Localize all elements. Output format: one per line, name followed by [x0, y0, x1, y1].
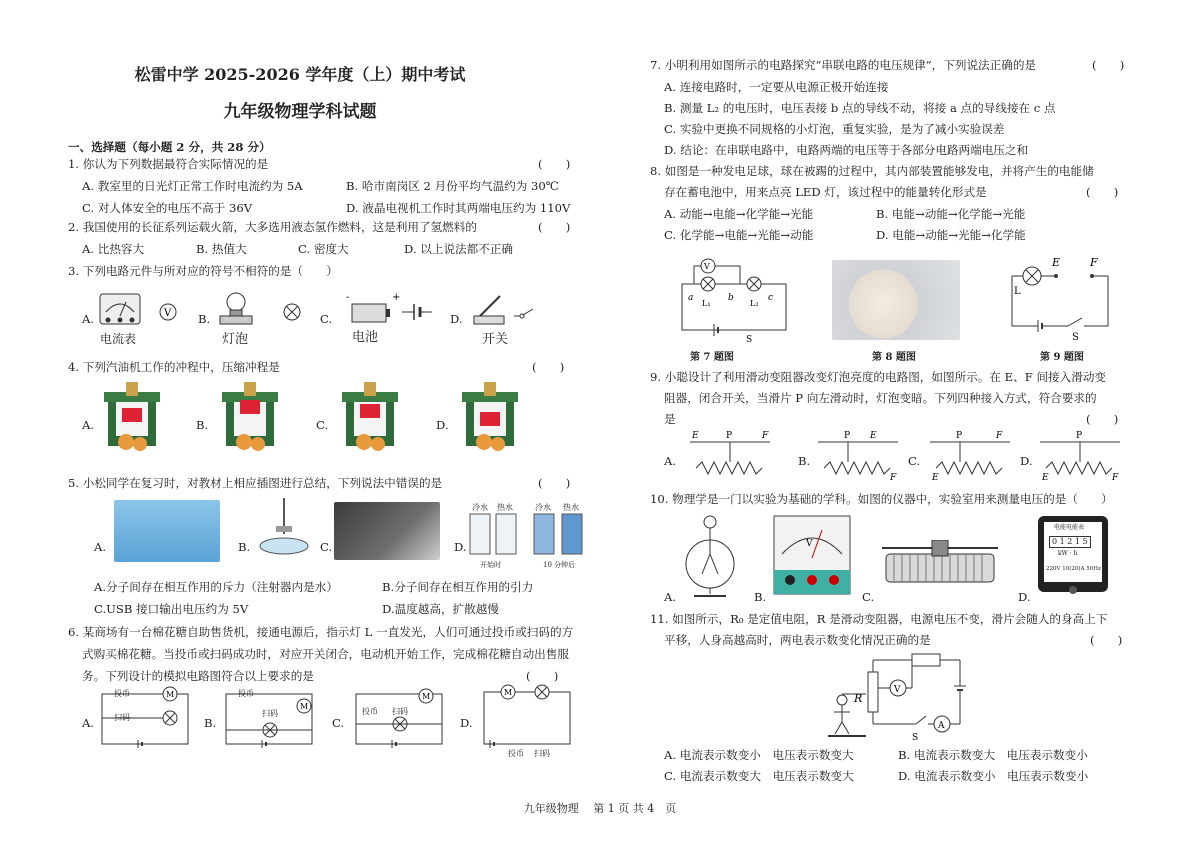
meter-spec: 220V 10(20)A 50Hz [1046, 566, 1101, 572]
svg-text:F: F [1112, 473, 1119, 483]
q10-option-d[interactable]: D. [1018, 590, 1031, 604]
q7-answer-paren: ( ) [1092, 58, 1125, 72]
svg-text:b: b [728, 293, 734, 303]
page-footer: 九年级物理 第 1 页 共 4 页 [523, 802, 677, 815]
q7-stem: 7. 小明利用如图所示的电路探究“串联电路的电压规律”，下列说法正确的是 [650, 58, 1037, 72]
q1-option-b[interactable]: B. 哈市南岗区 2 月份平均气温约为 30℃ [346, 179, 559, 193]
q10-option-a[interactable]: A. [664, 590, 677, 604]
fig7-series-circuit [676, 254, 796, 344]
q1-option-c[interactable]: C. 对人体安全的电压不高于 36V [82, 201, 253, 215]
q11-stem-line1: 11. 如图所示，R₀ 是定值电阻，R 是滑动变阻器，电源电压不变，滑片会随人的身高上下 [650, 612, 1108, 626]
svg-text:L₁: L₁ [702, 299, 711, 308]
q5-answer-paren: ( ) [538, 476, 571, 490]
q11-option-d[interactable]: D. 电流表示数变小 电压表示数变小 [898, 769, 1089, 783]
q11-option-b[interactable]: B. 电流表示数变大 电压表示数变小 [898, 748, 1088, 762]
q10-option-b[interactable]: B. [754, 590, 767, 604]
svg-text:V: V [806, 539, 813, 549]
section-heading: 一、选择题（每小题 2 分，共 28 分） [68, 140, 271, 154]
exam-subtitle: 九年级物理学科试题 [223, 102, 377, 122]
svg-text:+: + [392, 292, 401, 303]
q9-option-b[interactable]: B. [798, 454, 811, 468]
fig9-lamp-circuit [1008, 254, 1118, 340]
hot-water-label-2: 热水 [563, 503, 579, 512]
hot-water-label-1: 热水 [497, 503, 513, 512]
q3-component-figures [96, 290, 536, 334]
ammeter-label: 电流表 [100, 332, 137, 346]
q1-option-d[interactable]: D. 液晶电视机工作时其两端电压约为 110V [346, 201, 571, 215]
q6-stem-line2: 式购买棉花糖。当投币或扫码成功时，对应开关闭合，电动机开始工作，完成棉花糖自动出售服 [82, 647, 569, 661]
q7-option-d[interactable]: D. 结论：在串联电路中，电路两端的电压等于各部分电路两端电压之和 [664, 143, 1029, 157]
q6a-coin-label: 投币 [114, 689, 130, 698]
svg-text:E: E [1042, 473, 1049, 483]
q2-answer-paren: ( ) [538, 220, 571, 234]
q2-option-b[interactable]: B. 热值大 [196, 242, 247, 256]
q11-option-a[interactable]: A. 电流表示数变小 电压表示数变大 [664, 748, 854, 762]
q10-stem: 10. 物理学是一门以实验为基础的学科。如图的仪器中，实验室用来测量电压的是（ ） [650, 492, 1113, 506]
engine-a-icon [104, 382, 160, 451]
q9-option-a[interactable]: A. [664, 454, 677, 468]
svg-text:A: A [938, 721, 945, 731]
svg-text:L: L [1014, 286, 1021, 297]
svg-text:F: F [996, 431, 1003, 441]
q9-stem-line1: 9. 小聪设计了利用滑动变阻器改变灯泡亮度的电路图，如图所示。在 E、F 间接入滑动变 [650, 370, 1107, 384]
q8-option-a[interactable]: A. 动能→电能→化学能→光能 [664, 207, 814, 221]
q6d-coin-label: 投币 [508, 749, 524, 758]
usb-laptop-photo [334, 502, 440, 560]
q9-answer-paren: ( ) [1086, 412, 1119, 426]
svg-text:R₀ [920, 652, 931, 653]
q2-option-d[interactable]: D. 以上说法都不正确 [404, 242, 514, 256]
cold-water-label-1: 冷水 [472, 503, 488, 512]
svg-text:M: M [422, 692, 431, 701]
q7-option-c[interactable]: C. 实验中更换不同规格的小灯泡，重复实验，是为了减小实验误差 [664, 122, 1005, 136]
knife-switch-icon [474, 296, 504, 324]
svg-text:P: P [844, 431, 851, 441]
q5-fig-a: A. [94, 540, 107, 554]
bulb-label: 灯泡 [222, 332, 249, 347]
svg-text:P: P [726, 431, 733, 441]
rheostat-d-icon [1040, 431, 1120, 483]
q4-option-a[interactable]: A. [82, 418, 95, 432]
q6-option-b[interactable]: B. [204, 716, 217, 730]
start-time-label: 开始时 [480, 561, 501, 569]
q6-circuit-d [478, 684, 578, 756]
svg-text:F: F [762, 431, 769, 441]
q5-option-d[interactable]: D.温度越高，扩散越慢 [382, 602, 499, 616]
q8-stem-line1: 8. 如图是一种发电足球，球在被踢的过程中，其内部装置能够发电，并将产生的电能储 [650, 164, 1094, 178]
bulb-icon [220, 293, 252, 324]
svg-text:M: M [504, 688, 513, 697]
q6d-scan-label: 扫码 [534, 749, 550, 758]
svg-text:c: c [768, 293, 774, 303]
q6-circuit-a [96, 684, 196, 756]
q6c-coin-label: 投币 [362, 707, 378, 716]
engine-c-icon [342, 382, 398, 451]
fig8-football-photo [832, 260, 960, 340]
lamp-symbol-icon [284, 304, 300, 320]
svg-text:P: P [956, 431, 963, 441]
q4-option-c[interactable]: C. [316, 418, 329, 432]
engine-d-icon [462, 382, 518, 451]
q9-stem-line2: 阻器，闭合开关，当滑片 P 向左滑动时，灯泡变暗。下列四种接入方式，符合要求的 [664, 391, 1097, 405]
q6-option-d[interactable]: D. [460, 716, 473, 730]
q8-answer-paren: ( ) [1086, 185, 1119, 199]
svg-text:V: V [164, 308, 172, 319]
sliding-rheostat-icon [878, 540, 1002, 596]
ammeter-icon [100, 294, 140, 324]
q9-stem-line3: 是 [664, 412, 676, 426]
q6-option-a[interactable]: A. [82, 716, 95, 730]
svg-text:V: V [894, 685, 901, 695]
q3-option-d[interactable]: D. [450, 312, 463, 326]
q6a-scan-label: 扫码 [114, 713, 130, 722]
q6b-coin-label: 投币 [238, 689, 254, 698]
svg-text:E: E [870, 431, 877, 441]
q7-option-a[interactable]: A. 连接电路时，一定要从电源正极开始连接 [664, 80, 889, 94]
q9-rheostat-figures [680, 428, 1140, 484]
diffusion-beakers-figure [466, 512, 590, 560]
fig9-caption: 第 9 题图 [1040, 352, 1084, 363]
svg-text:V: V [704, 262, 710, 271]
ten-min-label: 10 分钟后 [543, 561, 576, 569]
q3-option-c[interactable]: C. [320, 312, 333, 326]
q5-fig-d: D. [454, 540, 467, 554]
q3-option-a[interactable]: A. [82, 312, 95, 326]
cell-symbol-icon [402, 304, 432, 320]
q8-option-d[interactable]: D. 电能→动能→光能→化学能 [876, 228, 1026, 242]
q6b-scan-label: 扫码 [262, 709, 278, 718]
q5-fig-c: C. [320, 540, 333, 554]
battery-label: 电池 [352, 330, 379, 345]
q9-option-c[interactable]: C. [908, 454, 921, 468]
svg-text:-: - [346, 292, 350, 303]
q4-option-d[interactable]: D. [436, 418, 449, 432]
q9-option-d[interactable]: D. [1020, 454, 1033, 468]
q3-stem: 3. 下列电路元件与所对应的符号不相符的是（ ） [68, 264, 338, 278]
svg-text:S: S [746, 335, 753, 344]
q1-option-a[interactable]: A. 教室里的日光灯正常工作时电流约为 5A [82, 179, 303, 193]
svg-text:M: M [300, 702, 309, 711]
q4-option-b[interactable]: B. [196, 418, 209, 432]
svg-text:E: E [932, 473, 939, 483]
battery-icon [346, 292, 400, 322]
q2-stem: 2. 我国使用的长征系列运载火箭，大多选用液态氢作燃料，这是利用了氢燃料的 [68, 220, 477, 234]
engine-b-icon [222, 382, 278, 451]
plate-water-figure [256, 496, 312, 562]
svg-text:L₂: L₂ [750, 299, 759, 308]
q5-option-c[interactable]: C.USB 接口输出电压约为 5V [94, 602, 249, 616]
fig7-caption: 第 7 题图 [690, 352, 734, 363]
switch-label: 开关 [482, 332, 509, 347]
exam-title: 松雷中学 2025-2026 学年度（上）期中考试 [134, 65, 466, 84]
svg-text:E: E [1052, 256, 1061, 269]
q11-height-circuit [826, 652, 976, 744]
svg-text:F: F [890, 473, 897, 483]
q6-answer-paren: ( ) [526, 669, 559, 683]
q8-option-b[interactable]: B. 电能→动能→化学能→光能 [876, 207, 1026, 221]
q4-answer-paren: ( ) [532, 360, 565, 374]
q6c-scan-label: 扫码 [392, 707, 408, 716]
meter-unit: kW · h [1058, 550, 1078, 557]
fig8-caption: 第 8 题图 [872, 352, 916, 363]
switch-symbol-icon [514, 309, 533, 318]
svg-text:E: E [692, 431, 699, 441]
q5-option-a[interactable]: A.分子间存在相互作用的斥力（注射器内是水） [94, 580, 338, 594]
q8-option-c[interactable]: C. 化学能→电能→光能→动能 [664, 228, 814, 242]
q11-stem-line2: 平移，人身高越高时，两电表示数变化情况正确的是 [664, 633, 931, 647]
q6-circuit-c [350, 684, 450, 756]
q6-stem-line3: 务。下列设计的模拟电路图符合以上要求的是 [82, 669, 314, 683]
meter-title: 电能电能表 [1054, 524, 1085, 531]
q1-stem: 1. 你认为下列数据最符合实际情况的是 [68, 157, 269, 171]
svg-text:M: M [166, 690, 175, 699]
rheostat-a-icon [690, 431, 770, 474]
svg-text:S: S [1072, 332, 1079, 340]
svg-text:F: F [1090, 256, 1098, 269]
q2-option-c[interactable]: C. 密度大 [298, 242, 349, 256]
q1-answer-paren: ( ) [538, 157, 571, 171]
meter-digits: 0 1 2 1 5 [1049, 536, 1091, 548]
q2-option-a[interactable]: A. 比热容大 [82, 242, 145, 256]
q7-option-b[interactable]: B. 测量 L₂ 的电压时，电压表接 b 点的导线不动，将接 a 点的导线接在 c 点 [664, 101, 1056, 115]
q8-stem-line2: 存在蓄电池中，用来点亮 LED 灯，该过程中的能量转化形式是 [664, 185, 987, 199]
electroscope-icon [680, 514, 740, 600]
svg-text:S: S [912, 733, 919, 743]
svg-text:a: a [688, 293, 694, 303]
q4-stem: 4. 下列汽油机工作的冲程中，压缩冲程是 [68, 360, 280, 374]
q3-option-b[interactable]: B. [198, 312, 211, 326]
q11-answer-paren: ( ) [1090, 633, 1123, 647]
q6-stem-line1: 6. 某商场有一台棉花糖自助售货机，接通电源后，指示灯 L 一直发光，人们可通过投币或扫码的方 [68, 625, 574, 639]
q4-engine-figures [96, 378, 536, 462]
q11-option-c[interactable]: C. 电流表示数变大 电压表示数变大 [664, 769, 854, 783]
q5-option-b[interactable]: B.分子间存在相互作用的引力 [382, 580, 534, 594]
svg-text:P: P [1076, 431, 1083, 441]
voltmeter-symbol-icon [160, 304, 176, 320]
q5-stem: 5. 小松同学在复习时，对教材上相应插图进行总结，下列说法中错误的是 [68, 476, 443, 490]
q6-option-c[interactable]: C. [332, 716, 345, 730]
rheostat-b-icon [818, 431, 898, 483]
cold-water-label-2: 冷水 [535, 503, 551, 512]
rheostat-c-icon [930, 431, 1010, 483]
syringe-photo [114, 500, 220, 562]
svg-text:R: R [854, 692, 863, 705]
voltmeter-instrument-icon [772, 514, 854, 598]
q5-fig-b: B. [238, 540, 251, 554]
q10-option-c[interactable]: C. [862, 590, 875, 604]
